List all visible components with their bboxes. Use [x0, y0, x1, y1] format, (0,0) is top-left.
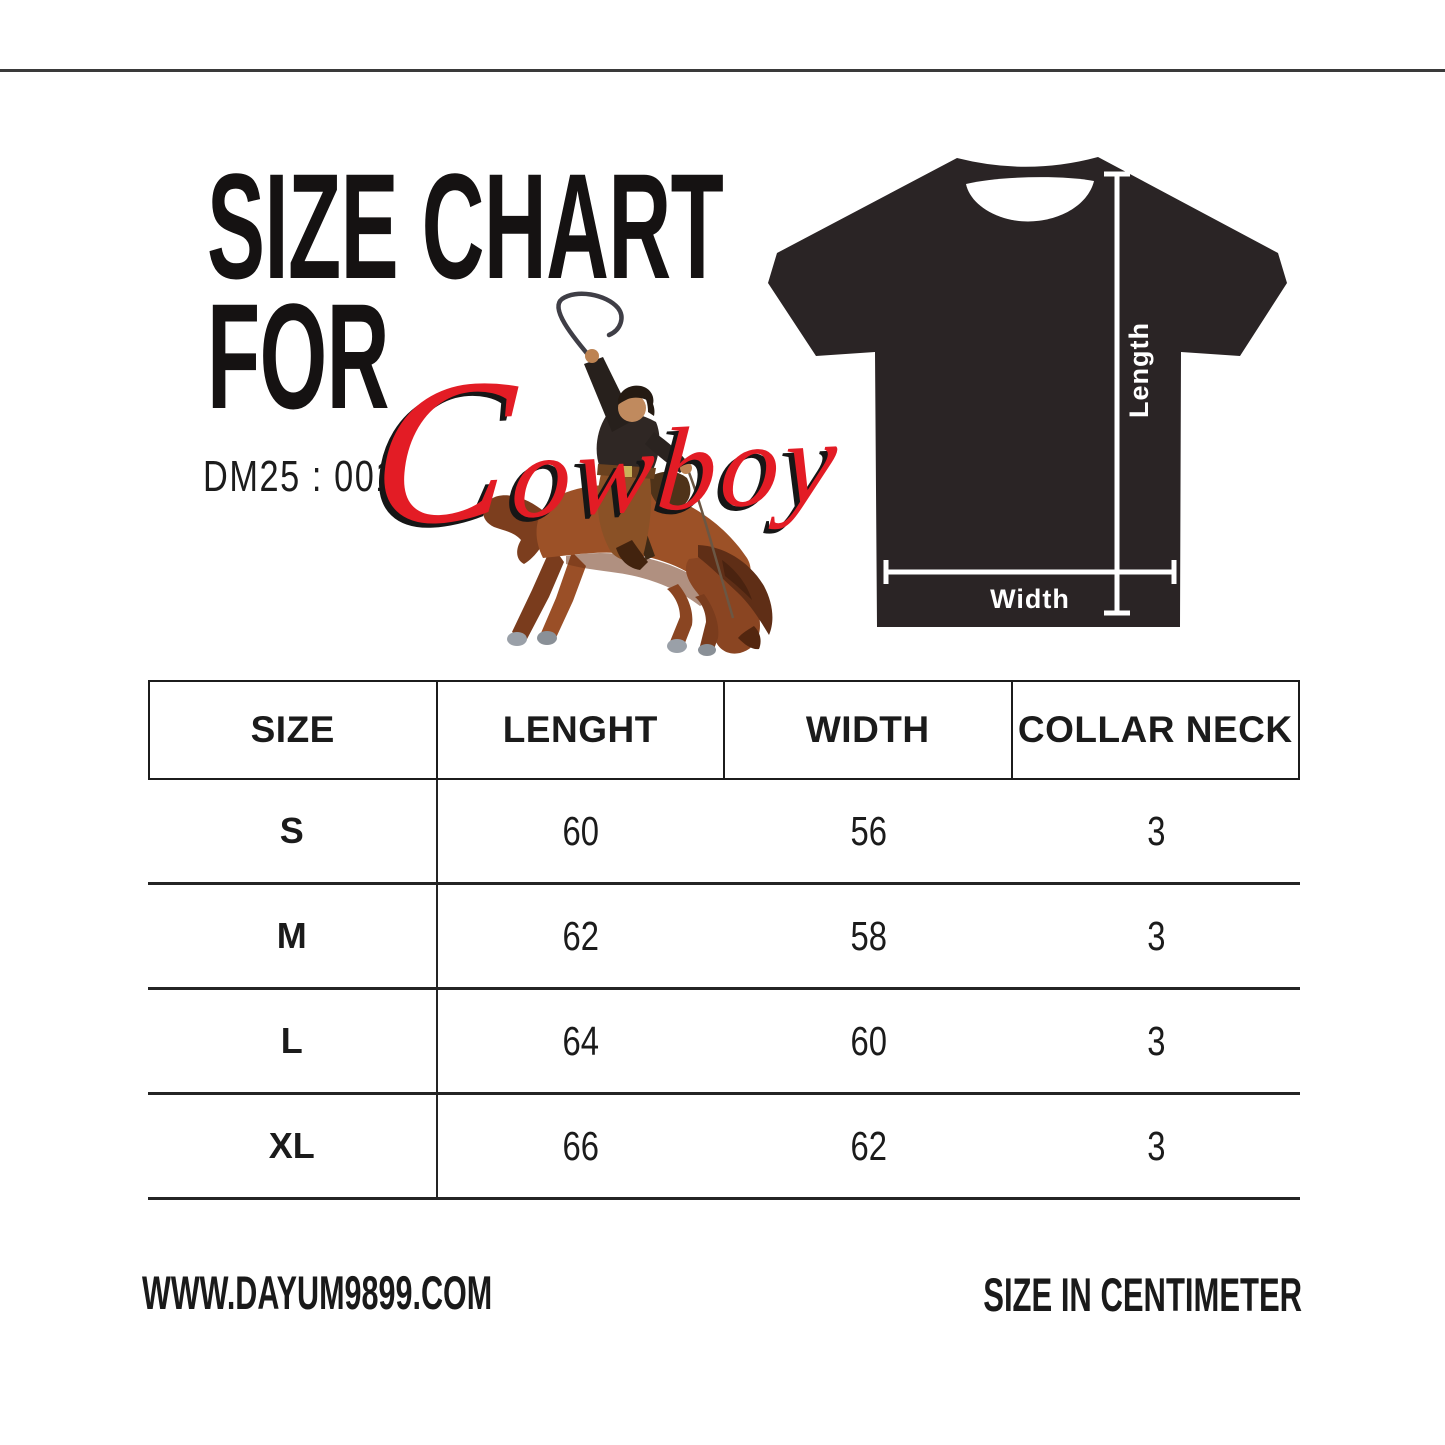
collar-neck-value-text: 3 — [1147, 1017, 1166, 1064]
top-divider-rule — [0, 69, 1445, 72]
table-header-row — [148, 680, 1300, 780]
size-table — [148, 680, 1300, 1200]
length-value — [438, 990, 726, 1092]
size-value: XL — [148, 1095, 438, 1197]
collar-neck-value — [1013, 1095, 1301, 1197]
width-value-text: 62 — [850, 1122, 887, 1169]
collar-neck-value-text: 3 — [1147, 807, 1166, 854]
horse-hoof — [667, 639, 687, 653]
horse-hoof — [507, 632, 527, 646]
length-value — [438, 780, 726, 882]
length-label: Length — [1124, 322, 1154, 418]
length-value-text: 62 — [562, 912, 600, 959]
collection-script-word: Cowboy — [364, 334, 847, 571]
width-value — [725, 990, 1013, 1092]
length-value-text: 60 — [562, 807, 600, 854]
width-value-text: 60 — [850, 1017, 887, 1064]
size-value: L — [148, 990, 438, 1092]
length-value — [438, 1095, 726, 1197]
table-row-s — [148, 780, 1300, 885]
column-header-lenght: LENGHT — [438, 682, 726, 778]
column-header-size: SIZE — [150, 682, 438, 778]
column-header-collar-neck: COLLAR NECK — [1017, 709, 1293, 750]
table-row-xl — [148, 1095, 1300, 1200]
units-note: SIZE IN CENTIMETER — [983, 1268, 1302, 1321]
length-value — [438, 885, 726, 987]
title-line-1: SIZE CHART — [207, 142, 724, 310]
width-value — [725, 1095, 1013, 1197]
website-url: WWW.DAYUM9899.COM — [142, 1266, 493, 1319]
width-value-text: 56 — [850, 807, 887, 854]
product-code: DM25 : 001 — [203, 452, 397, 501]
size-value: S — [148, 780, 438, 882]
collar-neck-value-text: 3 — [1147, 912, 1166, 959]
table-row-m — [148, 885, 1300, 990]
width-value — [725, 885, 1013, 987]
column-header-width: WIDTH — [725, 682, 1013, 778]
horse-hoof — [698, 644, 716, 656]
width-label: Width — [990, 584, 1070, 614]
width-value — [725, 780, 1013, 882]
collar-neck-value — [1013, 780, 1301, 882]
length-value-text: 64 — [562, 1017, 600, 1064]
title-line-2: FOR — [207, 272, 389, 440]
collar-neck-value — [1013, 990, 1301, 1092]
horse-hoof — [537, 631, 557, 645]
table-row-l — [148, 990, 1300, 1095]
size-value: M — [148, 885, 438, 987]
length-value-text: 66 — [562, 1122, 600, 1169]
width-value-text: 58 — [850, 912, 887, 959]
collar-neck-value — [1013, 885, 1301, 987]
collar-neck-value-text: 3 — [1147, 1122, 1166, 1169]
